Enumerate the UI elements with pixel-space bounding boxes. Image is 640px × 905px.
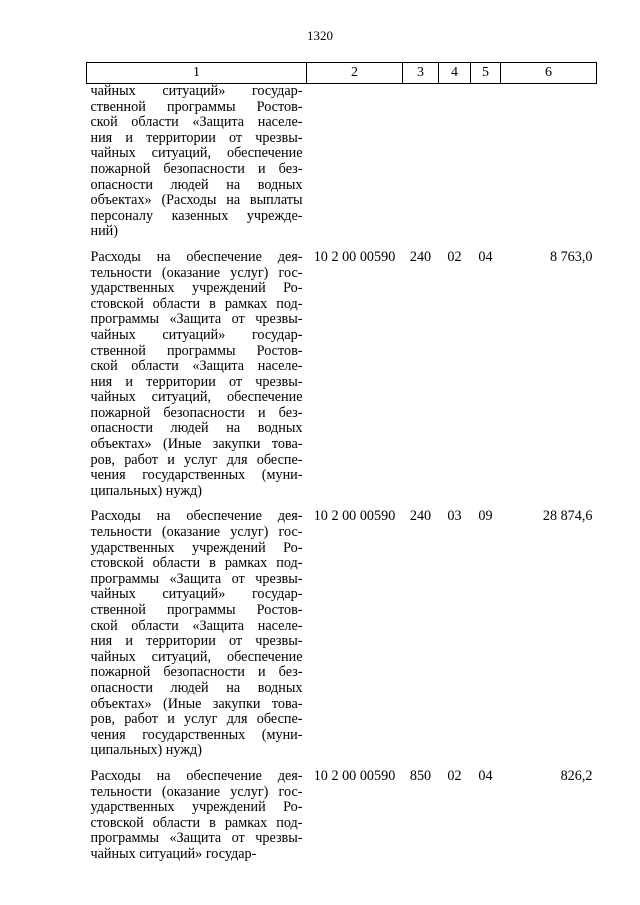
row-description: [87, 250, 307, 500]
description-line: стовской области в рамках под-: [90, 814, 303, 831]
subsection-code: 04: [478, 248, 493, 265]
column-header: 4: [439, 63, 471, 84]
description-line: ской области «Защита населе-: [90, 358, 303, 375]
description-line: опасности людей на водных: [90, 679, 303, 696]
description-line: ственной программы Ростов-: [90, 342, 303, 359]
subsection-code: 04: [478, 767, 493, 784]
description-line: тельности (оказание услуг) гос-: [90, 264, 303, 281]
section-code: [439, 84, 471, 240]
description-line: программы «Защита от чрезвы-: [90, 311, 303, 328]
description-line: ний): [90, 223, 119, 240]
amount: [501, 84, 597, 240]
description-line: пожарной безопасности и без-: [90, 404, 303, 421]
description-line: тельности (оказание услуг) гос-: [90, 524, 303, 541]
column-header: 6: [501, 63, 597, 84]
description-line: ния и территории от чрезвы-: [90, 129, 303, 146]
description-line: ципальных) нужд): [90, 742, 202, 759]
description-line: чайных ситуаций» государ-: [90, 586, 303, 603]
section-code: 02: [447, 767, 462, 784]
description-line: ударственных учреждений Ро-: [90, 539, 303, 556]
description-line: ров, работ и услуг для обеспе-: [90, 711, 303, 728]
table-header-row: [87, 63, 597, 84]
description-line: чения государственных (муни-: [90, 726, 303, 743]
row-description: [87, 509, 307, 759]
description-line: ципальных) нужд): [90, 482, 202, 499]
description-line: объектах» (Иные закупки това-: [90, 436, 303, 453]
row-description: [87, 84, 307, 240]
description-line: пожарной безопасности и без-: [90, 664, 303, 681]
description-line: ния и территории от чрезвы-: [90, 373, 303, 390]
target-code: [307, 84, 403, 240]
target-code: 10 2 00 00590: [313, 767, 396, 784]
description-line: чайных ситуаций, обеспечение: [90, 648, 303, 665]
description-line: Расходы на обеспечение дея-: [90, 248, 303, 265]
description-line: опасности людей на водных: [90, 420, 303, 437]
description-line: ственной программы Ростов-: [90, 98, 303, 115]
description-line: чайных ситуаций, обеспечение: [90, 389, 303, 406]
budget-table: [86, 62, 597, 863]
target-code: 10 2 00 00590: [313, 508, 396, 525]
description-line: чайных ситуаций» государ-: [90, 326, 303, 343]
description-line: ния и территории от чрезвы-: [90, 633, 303, 650]
description-line: чайных ситуаций» государ-: [90, 83, 303, 99]
target-code: 10 2 00 00590: [313, 248, 396, 265]
description-line: Расходы на обеспечение дея-: [90, 767, 303, 784]
description-line: ской области «Защита населе-: [90, 114, 303, 131]
description-line: ственной программы Ростов-: [90, 602, 303, 618]
description-line: программы «Защита от чрезвы-: [90, 570, 303, 587]
table-row: [87, 509, 597, 759]
subsection-code: 09: [478, 508, 493, 525]
description-line: ров, работ и услуг для обеспе-: [90, 451, 303, 468]
description-line: чения государственных (муни-: [90, 467, 303, 484]
expense-type: 240: [409, 508, 432, 525]
description-line: чайных ситуаций» государ-: [90, 845, 257, 862]
amount: 826,2: [560, 767, 593, 784]
column-header: 5: [471, 63, 501, 84]
description-line: тельности (оказание услуг) гос-: [90, 783, 303, 800]
description-line: опасности людей на водных: [90, 176, 303, 193]
column-header: 3: [403, 63, 439, 84]
amount: 8 763,0: [549, 248, 593, 265]
amount: 28 874,6: [542, 508, 593, 525]
description-line: ударственных учреждений Ро-: [90, 799, 303, 816]
section-code: 02: [447, 248, 462, 265]
table-row: [87, 84, 597, 240]
description-line: объектах» (Расходы на выплаты: [90, 192, 303, 209]
column-header: 1: [87, 63, 307, 84]
description-line: стовской области в рамках под-: [90, 555, 303, 572]
description-line: программы «Защита от чрезвы-: [90, 830, 303, 847]
description-line: персоналу казенных учрежде-: [90, 207, 303, 224]
description-line: стовской области в рамках под-: [90, 295, 303, 312]
description-line: чайных ситуаций, обеспечение: [90, 145, 303, 162]
table-row: [87, 250, 597, 500]
description-line: Расходы на обеспечение дея-: [90, 508, 303, 525]
subsection-code: [471, 84, 501, 240]
expense-type: 240: [409, 248, 432, 265]
page-number: 1320: [307, 28, 333, 43]
description-line: ской области «Защита населе-: [90, 617, 303, 634]
expense-type: [403, 84, 439, 240]
description-line: ударственных учреждений Ро-: [90, 280, 303, 297]
description-line: пожарной безопасности и без-: [90, 160, 303, 177]
section-code: 03: [447, 508, 462, 525]
column-header: 2: [307, 63, 403, 84]
row-description: [87, 769, 307, 863]
expense-type: 850: [409, 767, 432, 784]
description-line: объектах» (Иные закупки това-: [90, 695, 303, 712]
table-row: [87, 769, 597, 863]
